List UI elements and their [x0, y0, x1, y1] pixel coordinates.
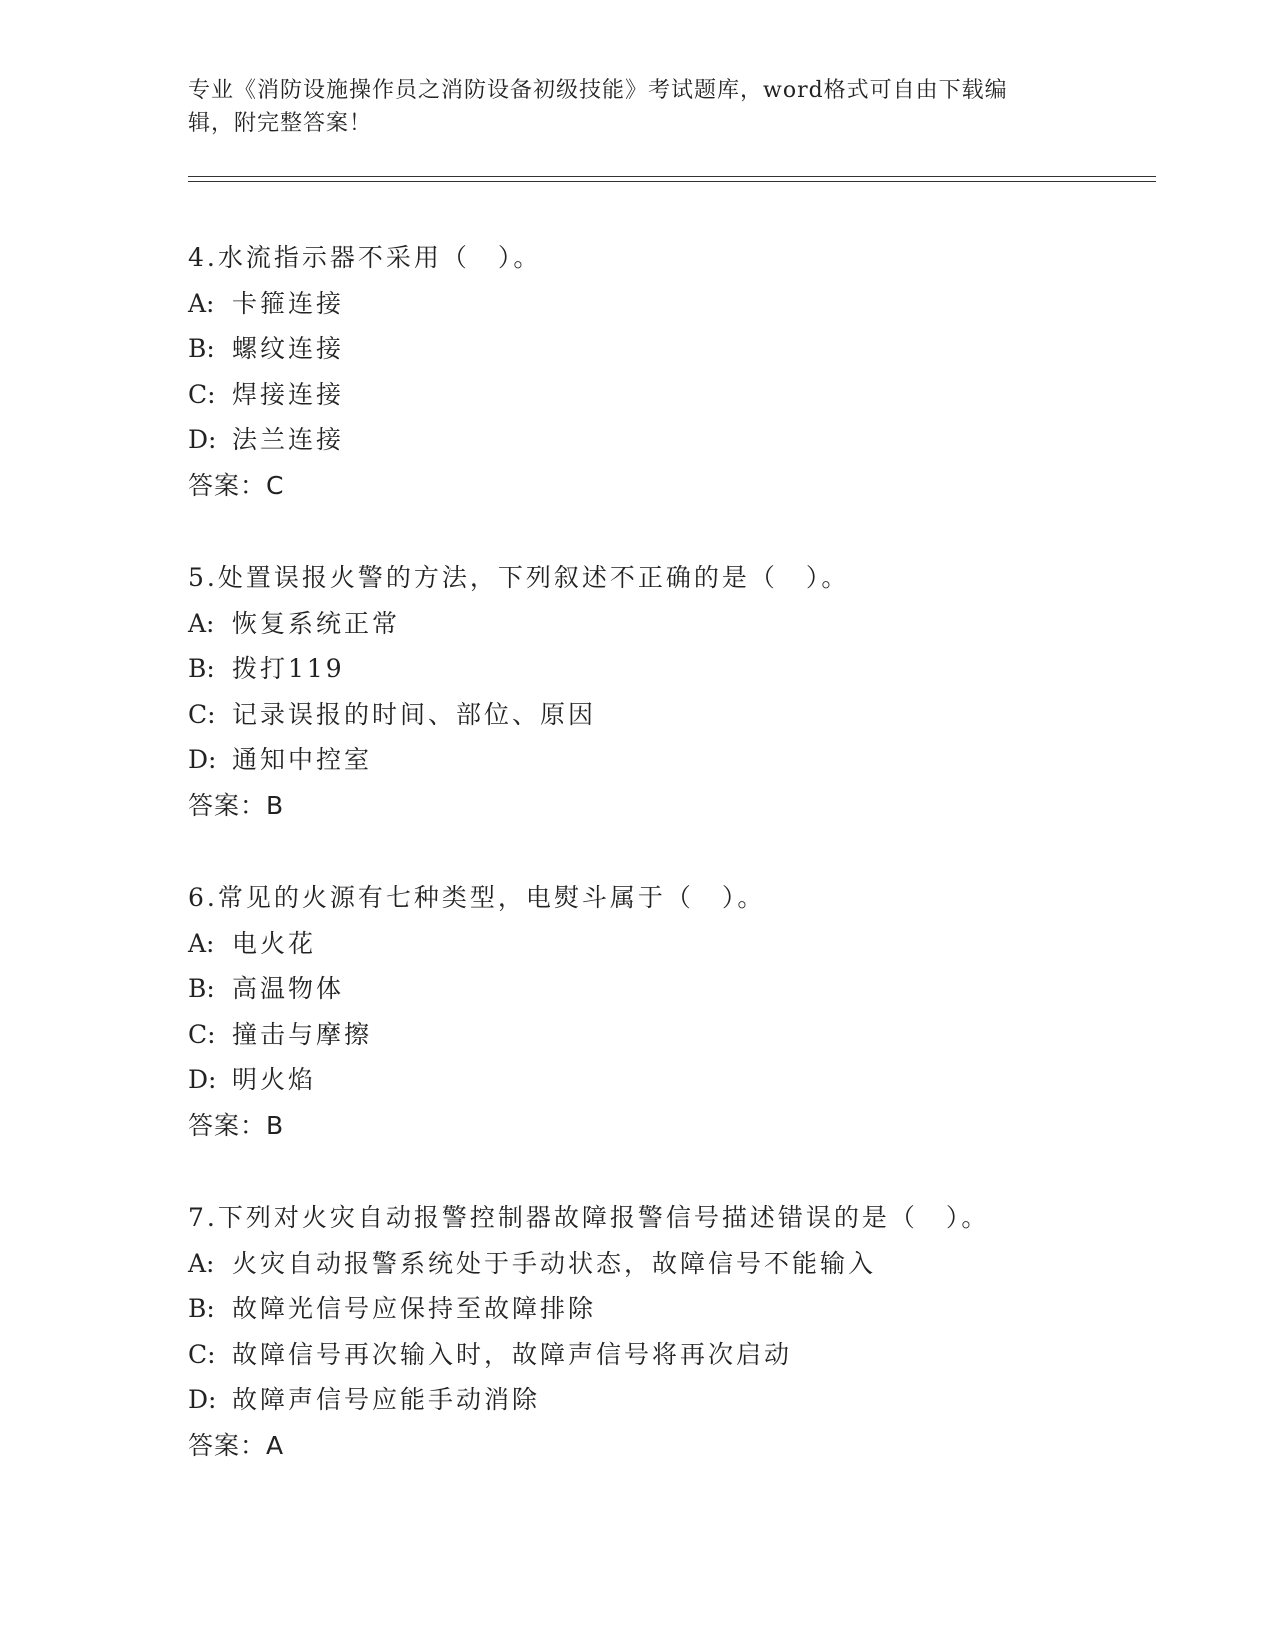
option-a	[188, 601, 1148, 647]
header-divider-top	[188, 176, 1156, 177]
option-text: 恢复系统正常	[232, 608, 401, 638]
option-a	[188, 1241, 1148, 1287]
option-key: B:	[188, 1294, 215, 1323]
option-key: C:	[188, 1339, 216, 1369]
question-block	[188, 1195, 1148, 1468]
option-d	[188, 1057, 1148, 1103]
option-key: A:	[188, 1248, 215, 1278]
answer-line: 答案：A	[188, 1430, 285, 1460]
option-text: 螺纹连接	[232, 334, 345, 363]
option-text: 焊接连接	[232, 379, 345, 409]
header-line-1: 专业《消防设施操作员之消防设备初级技能》考试题库，word格式可自由下载编	[188, 78, 1008, 103]
option-b	[188, 1286, 1148, 1332]
option-d	[188, 417, 1148, 463]
question-stem: 7.下列对火灾自动报警控制器故障报警信号描述错误的是（ ）。	[188, 1203, 990, 1232]
question-block	[188, 555, 1148, 828]
option-key: D:	[188, 1385, 217, 1414]
option-c	[188, 372, 1148, 418]
option-text: 法兰连接	[232, 425, 345, 454]
option-key: C:	[188, 1019, 216, 1049]
option-text: 电火花	[232, 928, 317, 958]
option-key: B:	[188, 334, 215, 363]
header-divider-bottom	[188, 181, 1156, 182]
question-stem: 4.水流指示器不采用（ ）。	[188, 243, 542, 272]
answer-line: 答案：B	[188, 1110, 285, 1140]
option-text: 记录误报的时间、部位、原因	[232, 699, 597, 729]
option-key: D:	[188, 425, 217, 454]
option-key: A:	[188, 928, 215, 958]
answer-line: 答案：C	[188, 470, 285, 500]
option-key: B:	[188, 974, 215, 1003]
question-stem: 5.处置误报火警的方法，下列叙述不正确的是（ ）。	[188, 563, 850, 592]
option-text: 明火焰	[232, 1065, 317, 1094]
option-key: C:	[188, 699, 216, 729]
option-key: C:	[188, 379, 216, 409]
option-text: 高温物体	[232, 974, 345, 1003]
option-c	[188, 1012, 1148, 1058]
option-c	[188, 692, 1148, 738]
option-b	[188, 646, 1148, 692]
option-d	[188, 1377, 1148, 1423]
option-d	[188, 737, 1148, 783]
question-stem: 6.常见的火源有七种类型，电熨斗属于（ ）。	[188, 883, 766, 912]
option-text: 拨打119	[232, 654, 345, 683]
option-key: D:	[188, 745, 217, 774]
document-header	[188, 74, 1088, 140]
option-text: 故障声信号应能手动消除	[232, 1385, 541, 1414]
question-block	[188, 875, 1148, 1148]
option-text: 通知中控室	[232, 745, 373, 774]
option-key: D:	[188, 1065, 217, 1094]
option-text: 火灾自动报警系统处于手动状态，故障信号不能输入	[232, 1248, 877, 1278]
question-block	[188, 235, 1148, 508]
option-text: 故障光信号应保持至故障排除	[232, 1294, 597, 1323]
header-line-2: 辑，附完整答案！	[188, 111, 373, 136]
option-key: A:	[188, 288, 215, 318]
option-b	[188, 966, 1148, 1012]
option-c	[188, 1332, 1148, 1378]
option-a	[188, 921, 1148, 967]
option-text: 撞击与摩擦	[232, 1019, 373, 1049]
option-key: B:	[188, 654, 215, 683]
answer-line: 答案：B	[188, 790, 285, 820]
option-text: 故障信号再次输入时，故障声信号将再次启动	[232, 1339, 793, 1369]
option-a	[188, 281, 1148, 327]
option-key: A:	[188, 608, 215, 638]
option-b	[188, 326, 1148, 372]
option-text: 卡箍连接	[232, 288, 345, 318]
